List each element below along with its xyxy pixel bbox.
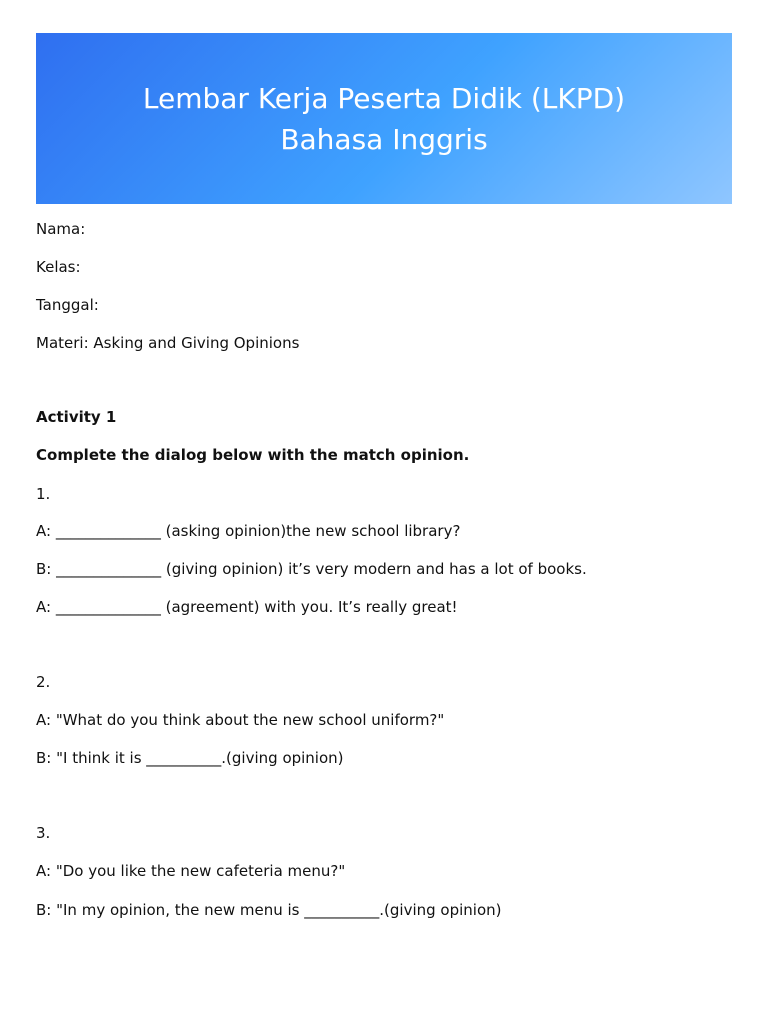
dialog-line: B: ______________ (giving opinion) it’s very modern and has a lot of books. xyxy=(36,560,587,578)
activity-instruction: Complete the dialog below with the match opinion. xyxy=(36,446,470,464)
dialog-number: 2. xyxy=(36,673,51,691)
date-label: Tanggal: xyxy=(36,296,99,314)
dialog-line: A: ______________ (asking opinion)the new school library? xyxy=(36,522,461,540)
dialog-line: A: "Do you like the new cafeteria menu?" xyxy=(36,862,346,880)
dialog-line: B: "I think it is __________.(giving opinion) xyxy=(36,749,344,767)
dialog-number: 1. xyxy=(36,485,51,503)
dialog-line: B: "In my opinion, the new menu is __________.(giving opinion) xyxy=(36,901,502,919)
dialog-number: 3. xyxy=(36,824,51,842)
class-label: Kelas: xyxy=(36,258,81,276)
name-label: Nama: xyxy=(36,220,86,238)
page-title-line-1: Lembar Kerja Peserta Didik (LKPD) xyxy=(142,81,626,115)
activity-title: Activity 1 xyxy=(36,408,117,426)
topic-label: Materi: Asking and Giving Opinions xyxy=(36,334,300,352)
page-title-line-2: Bahasa Inggris xyxy=(280,122,488,156)
dialog-line: A: ______________ (agreement) with you. It’s really great! xyxy=(36,598,458,616)
header-banner xyxy=(36,33,732,204)
dialog-line: A: "What do you think about the new school uniform?" xyxy=(36,711,445,729)
